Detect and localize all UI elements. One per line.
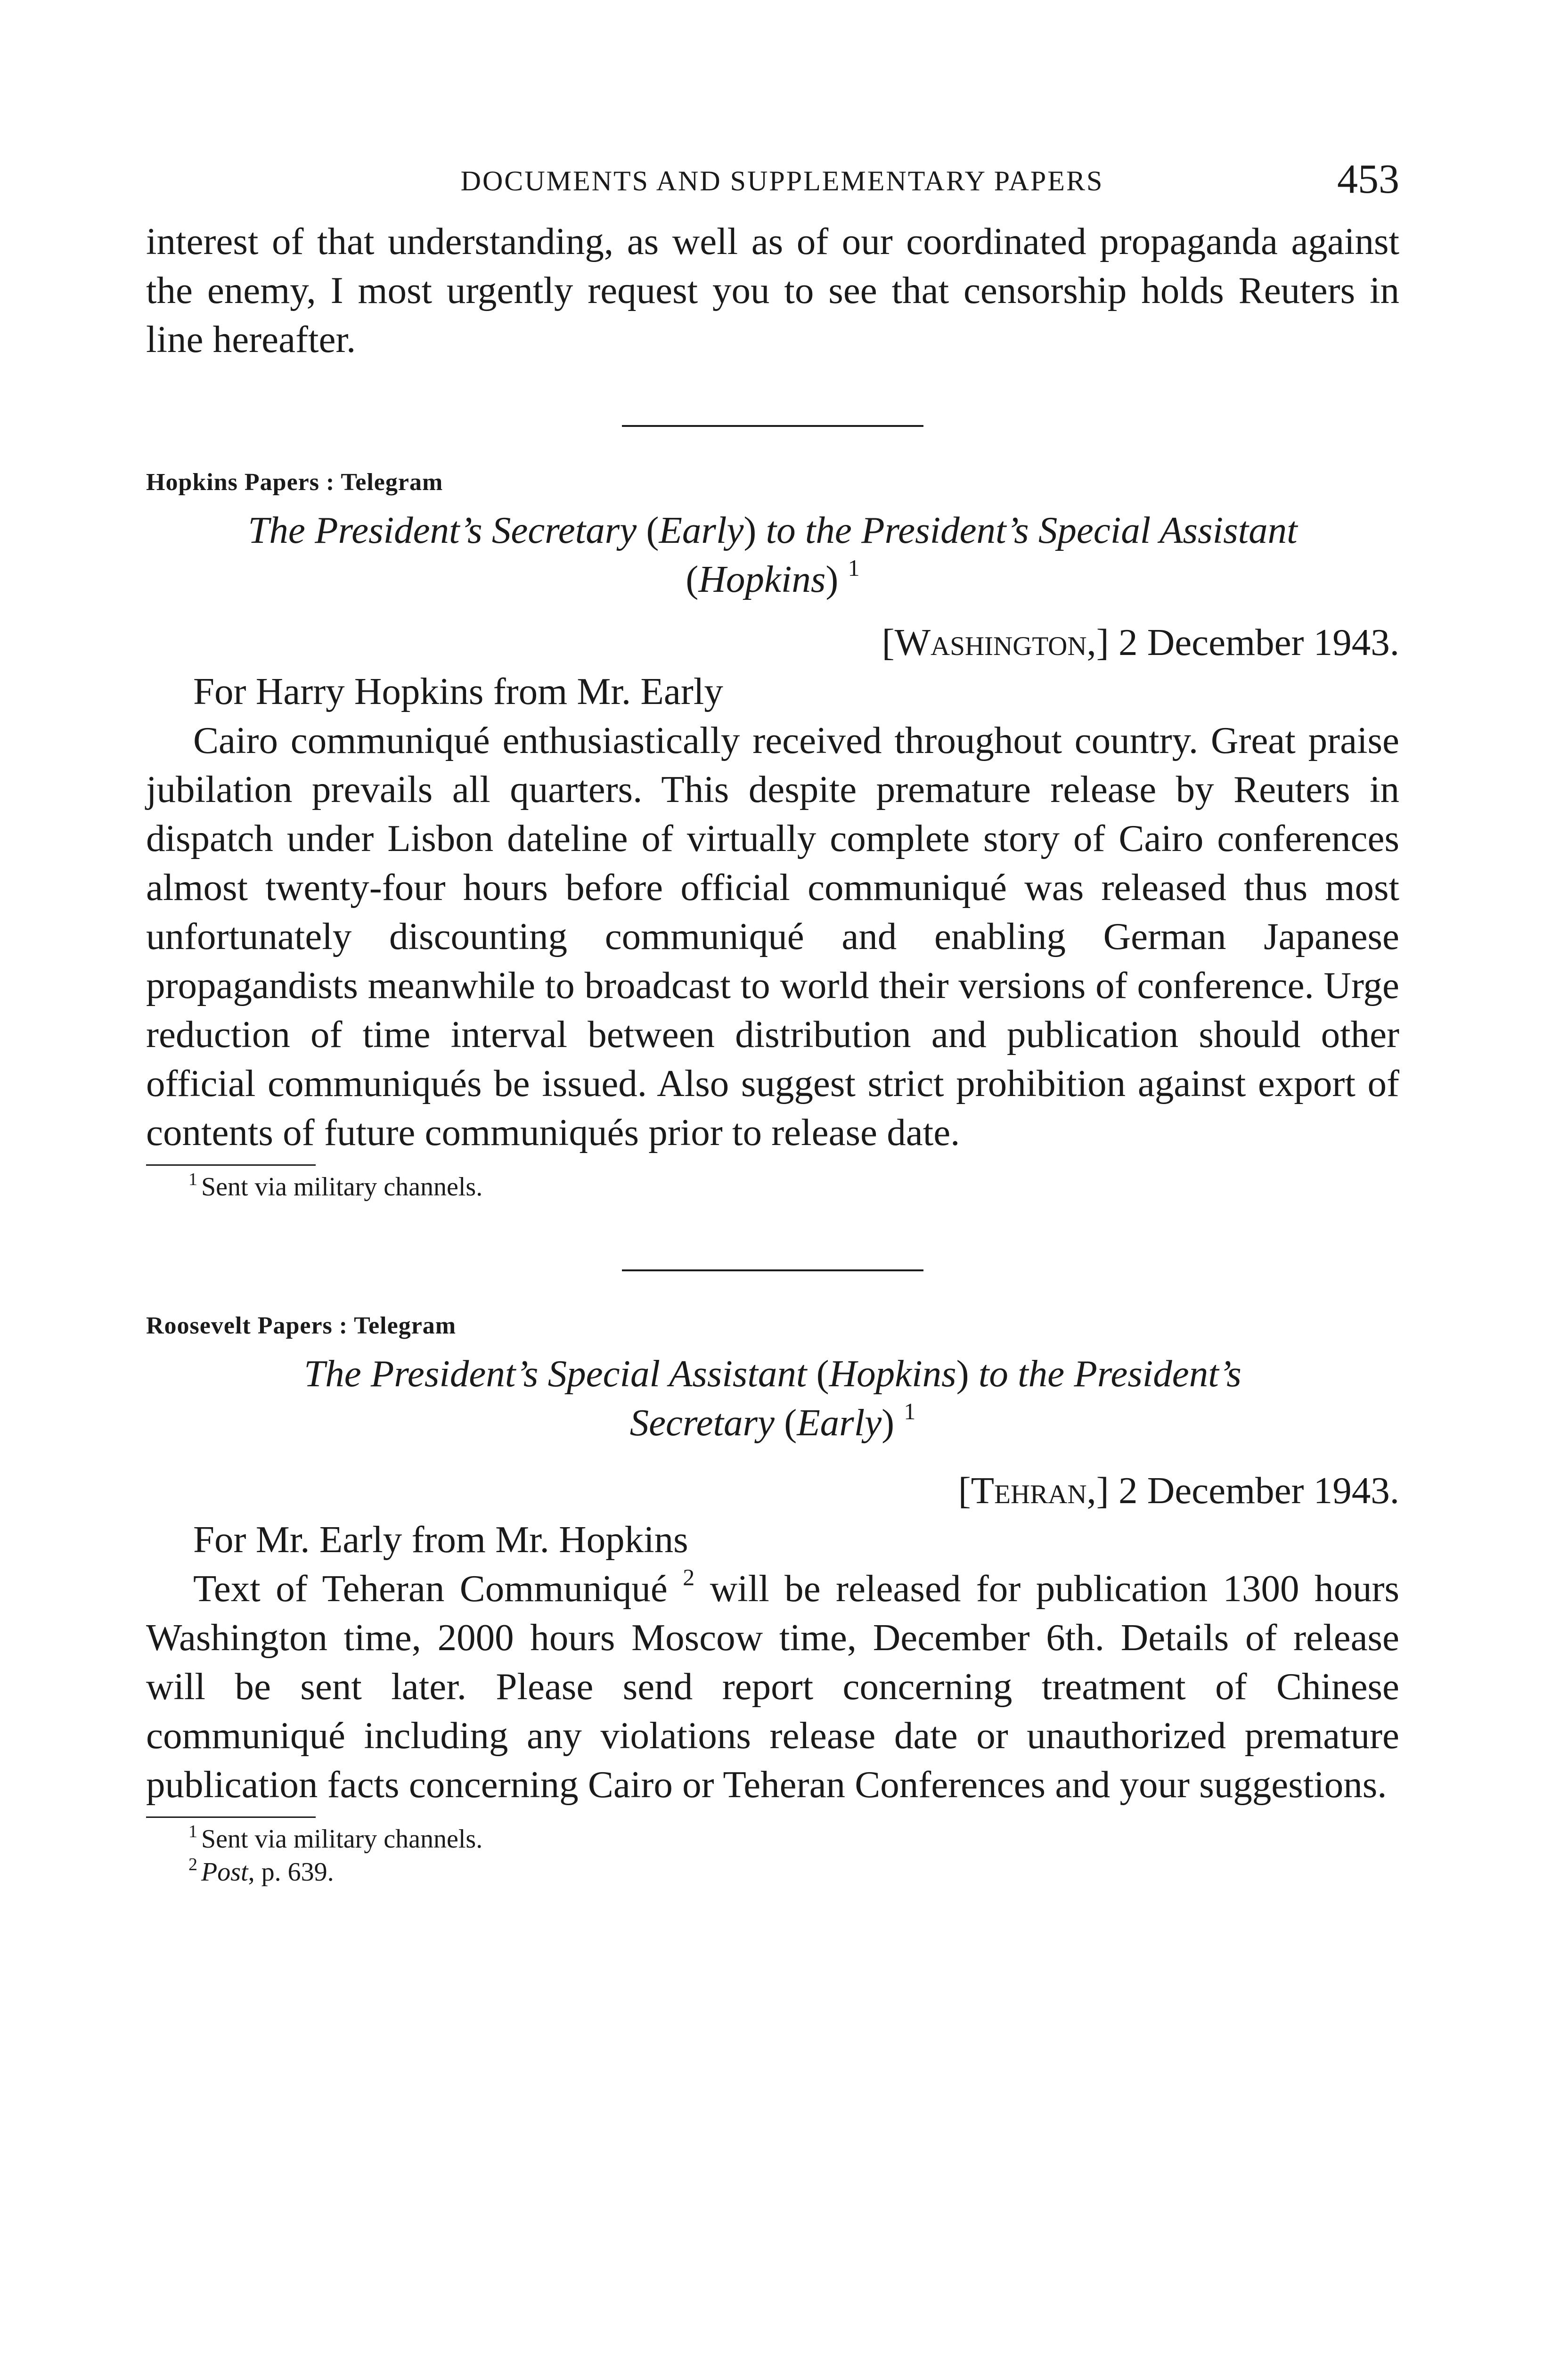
footnote-rule [146,1816,316,1818]
dateline-place: Tehran [971,1469,1087,1512]
footnote-number: 1 [188,1170,197,1189]
document-page [146,156,1400,1889]
body-text: Text of Teheran Communiqué [193,1567,668,1610]
running-head [146,156,1399,217]
footnote-number: 1 [188,1822,197,1841]
title-text: The President’s Secretary [248,509,637,551]
footnote-reference: 1 [848,555,860,581]
title-name: Hopkins [829,1352,956,1395]
dateline [146,1466,1399,1515]
title-name: Hopkins [698,558,826,600]
title-paren: ( [646,509,659,551]
source-line: Hopkins Papers : Telegram [146,469,443,496]
dateline-place: Washington [894,621,1087,663]
section-divider [622,1269,923,1271]
footnote-text: Sent via military channels. [201,1172,483,1202]
title-paren: ( [816,1352,829,1395]
dateline-bracket: [ [958,1469,971,1512]
footnote-reference: 1 [904,1398,916,1424]
footnote-reference: 2 [683,1564,695,1590]
title-text: Secretary [629,1401,775,1444]
telegram-body: Cairo communiqué enthusiastically received throughout country. Great praise jubilation prevails all quarters. This despite premature release by Reuters in dispatch under Lisbon dateline of virtually complete story of Cairo conferences almost twenty-four hours before official communiqué was released thus most unfortunately discounting communiqué and enabling German Japanese propagandists meanwhile to broadcast to world their versions of conference. Urge reduction of time interval between distribution and publication should other official communiqués be issued. Also suggest strict prohibition against export of contents of future communiqués prior to release date. [146,719,1399,1153]
title-paren: ) [956,1352,969,1395]
salutation: For Mr. Early from Mr. Hopkins [193,1518,688,1561]
title-paren: ( [686,558,699,600]
footnote [146,1170,1399,1203]
title-text: The President’s Special Assistant [304,1352,807,1395]
salutation: For Harry Hopkins from Mr. Early [193,670,723,712]
footnote [146,1856,1399,1889]
document-2 [146,1312,1399,1889]
continuation-paragraph: interest of that understanding, as well as of our coordinated propaganda against the enemy, I most urgently request you to see that censorship holds Reuters in line hereafter. [146,220,1399,360]
telegram-body [146,1564,1399,1809]
dateline-bracket: ,] [1086,621,1109,663]
footnote-text-italic: Post [201,1857,248,1887]
footnote [146,1823,1399,1856]
footnote-text: , p. 639. [248,1857,334,1887]
title-text: to the President’s [978,1352,1241,1395]
dateline-date: 2 December 1943. [1118,621,1399,663]
source-line: Roosevelt Papers : Telegram [146,1312,457,1339]
dateline-date: 2 December 1943. [1118,1469,1399,1512]
running-title: DOCUMENTS AND SUPPLEMENTARY PAPERS [460,165,1104,196]
footnote-text: Sent via military channels. [201,1824,483,1854]
document-1 [146,468,1399,1203]
title-paren: ) [743,509,757,551]
document-title [146,506,1399,604]
footnote-rule [146,1164,316,1166]
dateline-bracket: [ [882,621,895,663]
title-name: Early [659,509,744,551]
title-paren: ) [825,558,839,600]
title-paren: ( [784,1401,797,1444]
page-number: 453 [1337,156,1399,202]
document-title [146,1349,1399,1447]
dateline-bracket: ,] [1086,1469,1109,1512]
body-text: will be released for publication 1300 hours Washington time, 2000 hours Moscow time, December 6th. Details of release will be sent later. Please send report concerning treatment of Chinese communiqué including any violations release date or unauthorized premature publication facts concerning Cairo or Teheran Conferences and your suggestions. [146,1567,1400,1806]
dateline [146,618,1399,667]
footnote-number: 2 [188,1855,197,1874]
title-text: to the President’s Special Assistant [766,509,1298,551]
title-paren: ) [882,1401,895,1444]
title-name: Early [797,1401,882,1444]
section-divider [622,425,923,427]
